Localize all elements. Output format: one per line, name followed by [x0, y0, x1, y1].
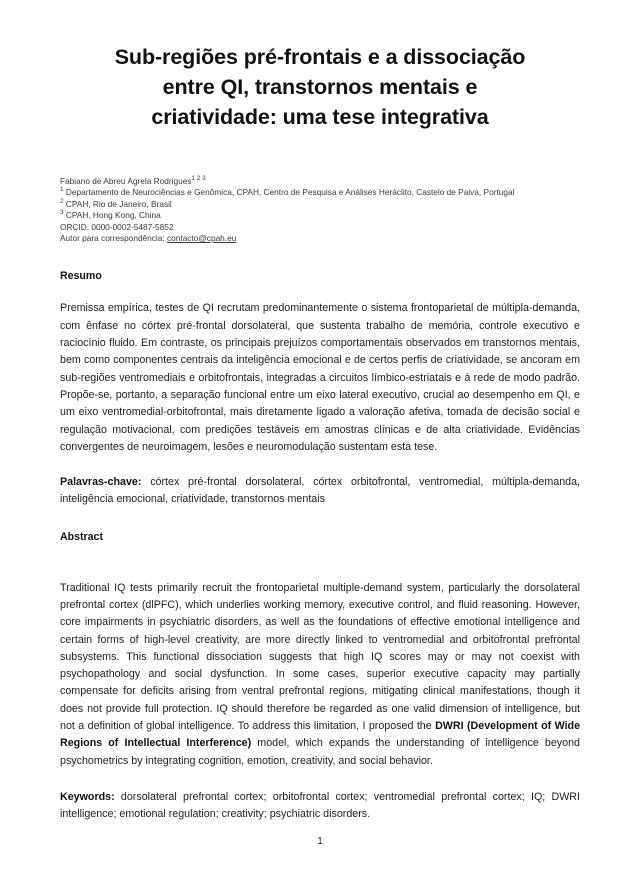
- affiliation-1: [60, 187, 580, 198]
- section-heading-abstract: Abstract: [60, 530, 103, 543]
- page-content: [60, 0, 580, 824]
- palavras-chave-value: córtex pré-frontal dorsolateral, córtex orbitofrontal, ventromedial, múltipla-demanda, inteligência emocional, criatividade, transtornos mentais: [60, 476, 580, 506]
- keywords-line: [60, 789, 580, 824]
- resumo-body-text: Premissa empírica, testes de QI recrutam predominantemente o sistema frontoparietal de múltipla-demanda, com ênfase no córtex pré-frontal dorsolateral, que sustenta trabalho de memória, controle executivo e raciocínio fluido. Em contraste, os principais prejuízos comportamentais observados em transtornos mentais, bem como componentes centrais da inteligência emocional e de certos perfis de criatividade, se ancoram em sub-regiões ventromediais e orbitofrontais, integradas a circuitos límbico-estriatais e à rede de modo padrão. Propõe-se, portanto, a separação funcional entre um eixo lateral executivo, crucial ao desempenho em QI, e um eixo ventromedial-orbitofrontal, mais diretamente ligado a valoração afetiva, tomada de decisão social e regulação motivacional, com predições testáveis em amostras clínicas e de alta criatividade. Evidências convergentes de neuroimagem, lesões e neuromodulação sustentam esta tese.: [60, 302, 580, 453]
- abstract-body-part-2: model, which expands the understanding of intelligence beyond psychometrics by integrating cognition, emotion, creativity, and social behavior.: [60, 737, 580, 767]
- correspondence-email-link[interactable]: contacto@cpah.eu: [167, 233, 237, 244]
- affiliation-1-marker: 1: [60, 186, 64, 194]
- author-affiliation-markers: 1 2 3: [191, 175, 206, 183]
- affiliation-3-marker: 3: [60, 209, 64, 217]
- keywords-label: Keywords:: [60, 790, 115, 803]
- title-line-2: entre QI, transtornos mentais e: [162, 75, 478, 99]
- affiliation-3-text: CPAH, Hong Kong, China: [65, 210, 161, 221]
- correspondence-label: Autor para correspondência:: [60, 233, 165, 244]
- affiliation-3: [60, 210, 580, 221]
- palavras-chave-line: [60, 474, 580, 509]
- affiliation-2-text: CPAH, Rio de Janeiro, Brasil: [65, 198, 172, 209]
- orcid-line: ORCID: 0000-0002-5487-5852: [60, 221, 174, 232]
- title-line-3: criatividade: uma tese integrativa: [151, 105, 489, 129]
- author-name-line: [60, 176, 580, 187]
- abstract-body-text: [60, 580, 580, 770]
- palavras-chave-label: Palavras-chave:: [60, 476, 142, 489]
- correspondence-line: [60, 233, 580, 244]
- affiliation-2: [60, 199, 580, 210]
- title-line-1: Sub-regiões pré-frontais e a dissociação: [114, 45, 526, 69]
- abstract-dwri-term: DWRI (Development of Wide Regions of Intellectual Interference): [60, 720, 581, 750]
- abstract-body-part-1: Traditional IQ tests primarily recruit the frontoparietal multiple-demand system, particularly the dorsolateral prefrontal cortex (dlPFC), which underlies working memory, executive control, and fluid reasoning. However, core impairments in psychiatric disorders, as well as the foundations of effective emotional intelligence and certain forms of high-level creativity, are more directly linked to ventromedial and orbitofrontal prefrontal subsystems. This functional dissociation suggests that high IQ scores may or may not coexist with psychopathology and social dysfunction. In some cases, superior executive capacity may partially compensate for deficits arising from ventral prefrontal regions, mitigating clinical manifestations, though it does not provide full protection. IQ should therefore be regarded as one valid dimension of intelligence, but not a definition of global intelligence. To address this limitation, I proposed the: [60, 581, 580, 733]
- affiliation-2-marker: 2: [60, 198, 64, 206]
- keywords-value: dorsolateral prefrontal cortex; orbitofrontal cortex; ventromedial prefrontal cortex; IQ; DWRI intelligence; emotional regulation; creativity; psychiatric disorders.: [60, 790, 580, 821]
- author-name: Fabiano de Abreu Agrela Rodrigues: [60, 176, 192, 186]
- page-title: [60, 0, 580, 132]
- page-number: 1: [317, 836, 323, 847]
- author-block: [60, 176, 580, 244]
- affiliation-1-text: Departamento de Neurociências e Genômica, CPAH, Centro de Pesquisa e Análises Heráclito, Castelo de Paiva, Portugal: [65, 187, 515, 198]
- section-heading-resumo: Resumo: [60, 270, 102, 283]
